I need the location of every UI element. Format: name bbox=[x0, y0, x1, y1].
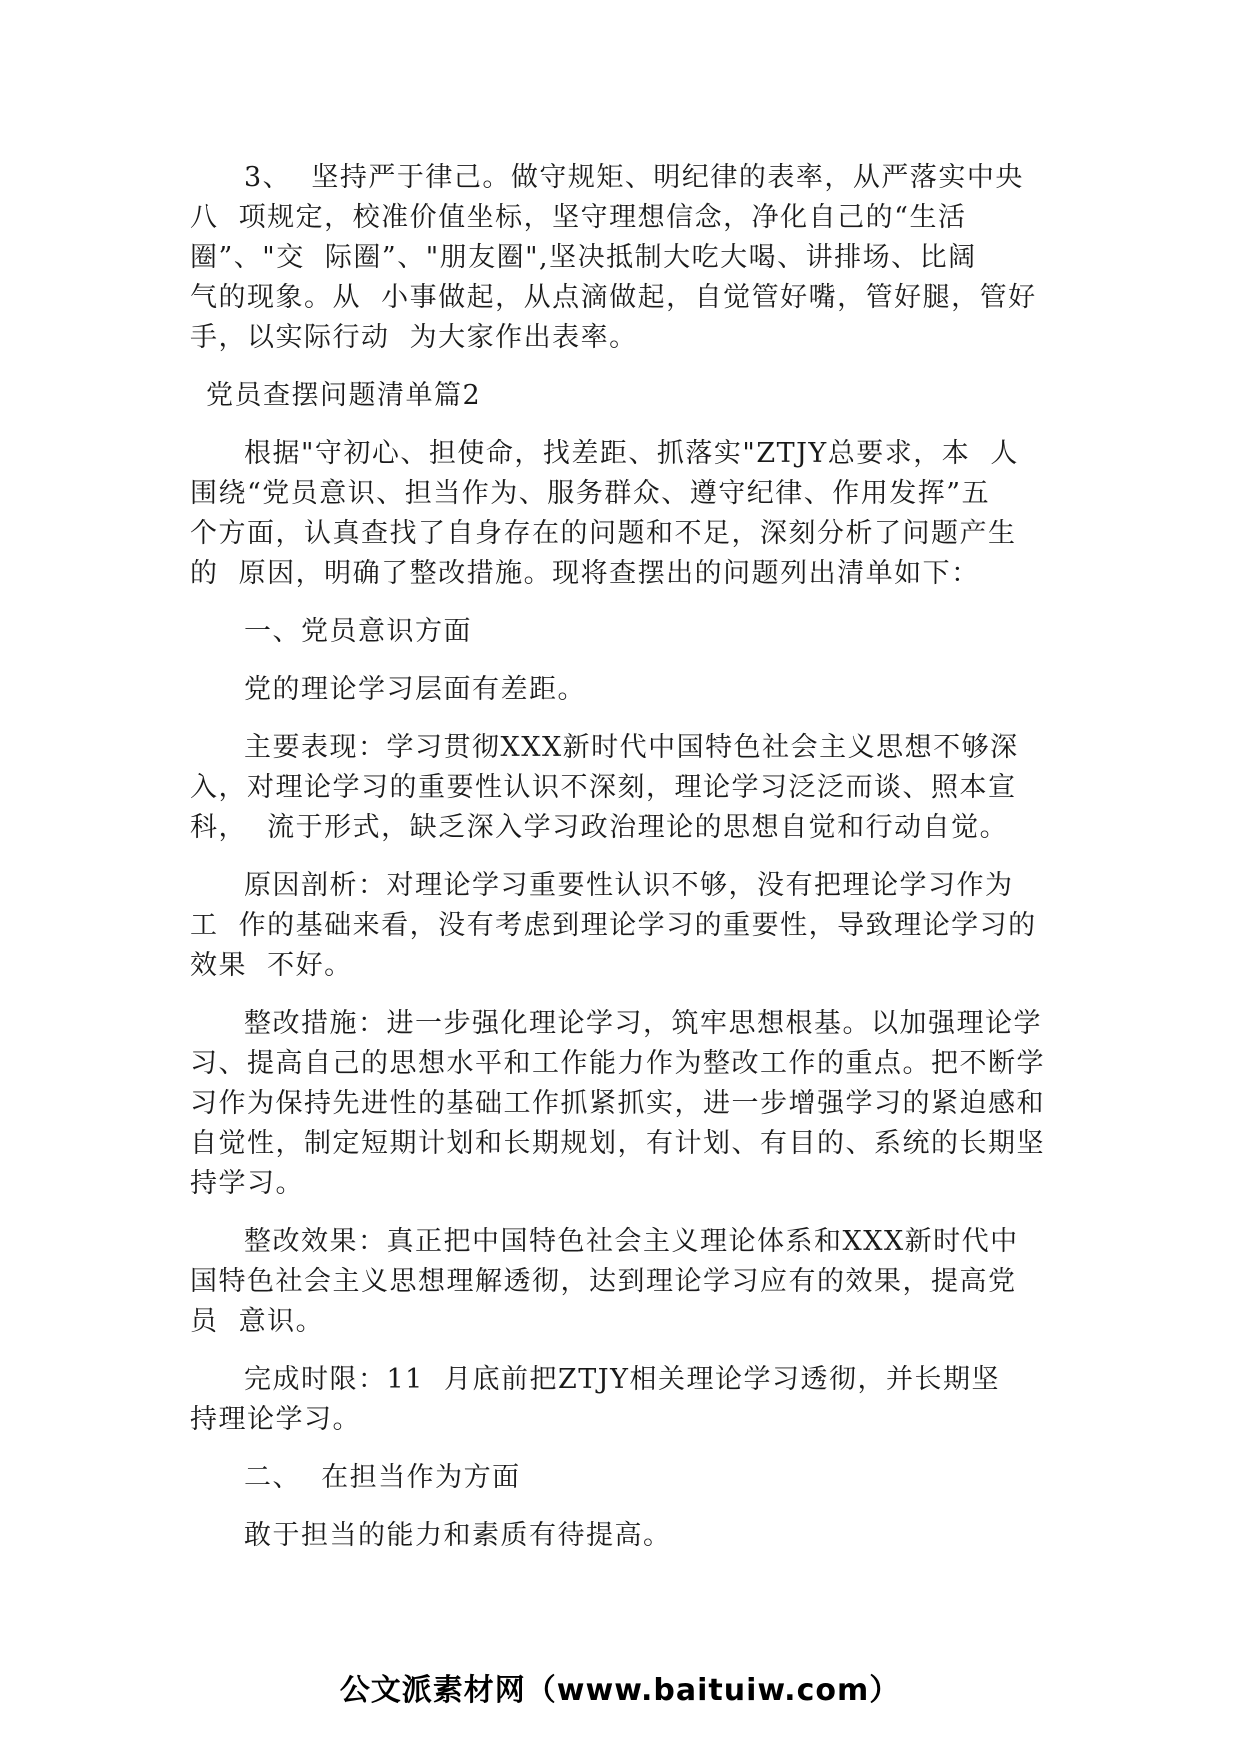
text-line: 主要表现：学习贯彻XXX新时代中国特色社会主义思想不够深 bbox=[244, 732, 1019, 763]
text-line: 的 原因，明确了整改措施。现将查摆出的问题列出清单如下： bbox=[190, 558, 980, 589]
paragraph-main-manifestation bbox=[190, 728, 1050, 848]
text-line: 气的现象。从 小事做起，从点滴做起，自觉管好嘴，管好腿，管好 bbox=[190, 282, 1037, 313]
text-line: 自觉性，制定短期计划和长期规划，有计划、有目的、系统的长期坚 bbox=[190, 1128, 1045, 1159]
paragraph-intro bbox=[190, 434, 1050, 594]
text-line: 国特色社会主义思想理解透彻，达到理论学习应有的效果，提高党 bbox=[190, 1266, 1017, 1297]
text-line: 习、提高自己的思想水平和工作能力作为整改工作的重点。把不断学 bbox=[190, 1048, 1045, 1079]
text-line: 3、 坚持严于律己。做守规矩、明纪律的表率，从严落实中央 bbox=[244, 162, 1024, 193]
text-line: 员 意识。 bbox=[190, 1306, 325, 1337]
text-line: 科， 流于形式，缺乏深入学习政治理论的思想自觉和行动自觉。 bbox=[190, 812, 1009, 843]
text-line: 完成时限：11 月底前把ZTJY相关理论学习透彻，并长期坚 bbox=[244, 1364, 1000, 1395]
text-line: 整改措施：进一步强化理论学习，筑牢思想根基。以加强理论学 bbox=[244, 1008, 1042, 1039]
text-line: 习作为保持先进性的基础工作抓紧抓实，进一步增强学习的紧迫感和 bbox=[190, 1088, 1045, 1119]
text-line: 持理论学习。 bbox=[190, 1404, 361, 1435]
text-line: 圈”、"交 际圈”、"朋友圈",坚决抵制大吃大喝、讲排场、比阔 bbox=[190, 242, 977, 273]
paragraph-self-discipline bbox=[190, 158, 1050, 358]
text-line: 持学习。 bbox=[190, 1168, 304, 1199]
text-line: 手，以实际行动 为大家作出表率。 bbox=[190, 322, 638, 353]
paragraph-cause-analysis bbox=[190, 866, 1050, 986]
document-body bbox=[190, 158, 1050, 1556]
text-line: 工 作的基础来看，没有考虑到理论学习的重要性，导致理论学习的 bbox=[190, 910, 1037, 941]
text-line: 个方面，认真查找了自身存在的问题和不足，深刻分析了问题产生 bbox=[190, 518, 1017, 549]
text-line: 效果 不好。 bbox=[190, 950, 353, 981]
paragraph-deadline bbox=[190, 1360, 1050, 1440]
paragraph-rectification-effect bbox=[190, 1222, 1050, 1342]
text-line: 根据"守初心、担使命，找差距、抓落实"ZTJY总要求，本 人 bbox=[244, 438, 1019, 469]
paragraph-rectification-measures bbox=[190, 1004, 1050, 1204]
heading-responsibility: 二、 在担当作为方面 bbox=[244, 1462, 521, 1493]
text-line: 入，对理论学习的重要性认识不深刻，理论学习泛泛而谈、照本宣 bbox=[190, 772, 1017, 803]
text-line: 整改效果：真正把中国特色社会主义理论体系和XXX新时代中 bbox=[244, 1226, 1019, 1257]
text-line: 八 项规定，校准价值坐标，坚守理想信念，净化自己的“生活 bbox=[190, 202, 967, 233]
section-title: 党员查摆问题清单篇2 bbox=[206, 380, 482, 411]
heading-party-awareness: 一、党员意识方面 bbox=[244, 616, 472, 647]
text-line: 围绕“党员意识、担当作为、服务群众、遵守纪律、作用发挥”五 bbox=[190, 478, 991, 509]
text-line: 原因剖析：对理论学习重要性认识不够，没有把理论学习作为 bbox=[244, 870, 1014, 901]
issue-responsibility: 敢于担当的能力和素质有待提高。 bbox=[244, 1520, 672, 1551]
issue-theory-study: 党的理论学习层面有差距。 bbox=[244, 674, 586, 705]
footer-watermark: 公文派素材网（www.baituiw.com） bbox=[339, 1673, 901, 1708]
